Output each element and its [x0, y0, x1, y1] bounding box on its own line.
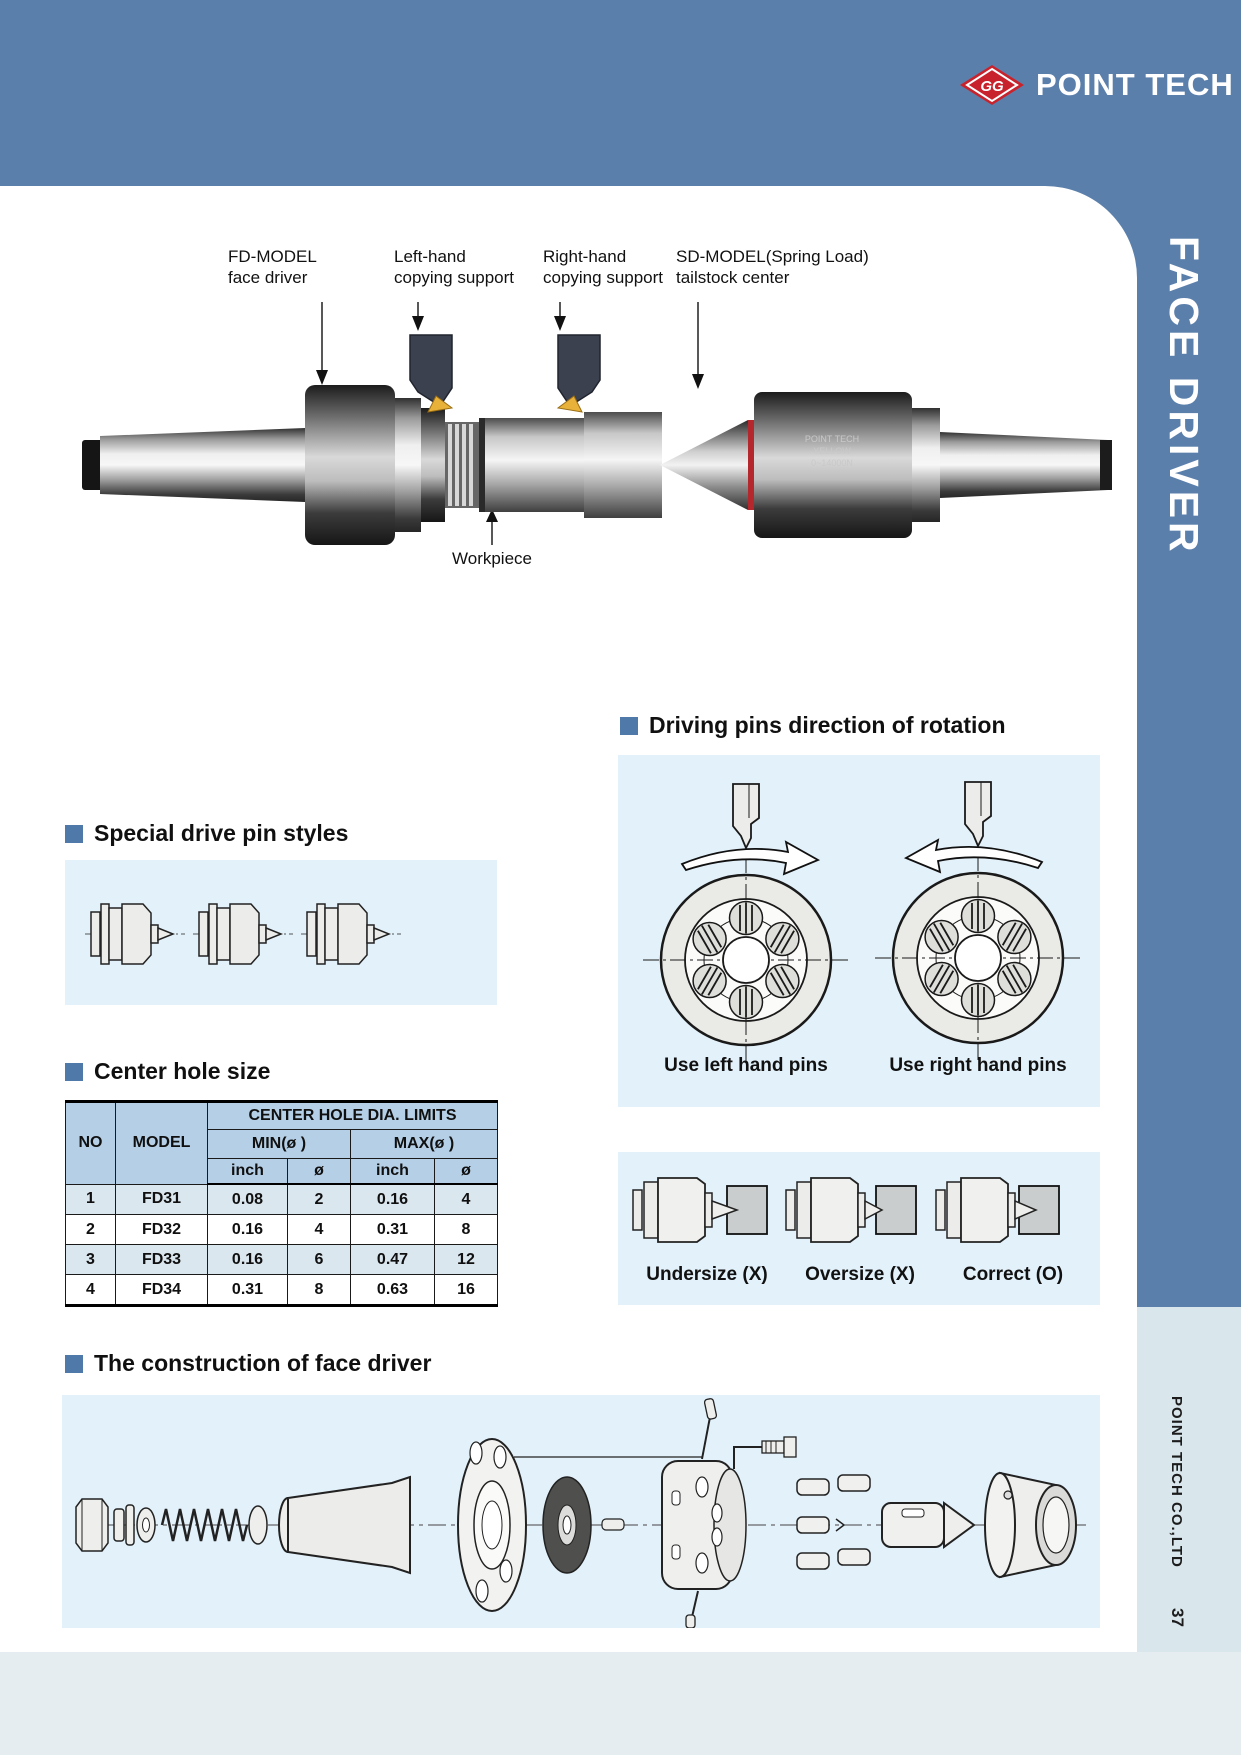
- heading-bullet-icon: [620, 717, 638, 735]
- brand-name: POINT TECH: [1036, 67, 1234, 102]
- figure-label-line: face driver: [228, 268, 308, 287]
- cell-max-inch: 0.63: [351, 1275, 435, 1306]
- col-header-dia: ø: [288, 1159, 351, 1185]
- section-title: Driving pins direction of rotation: [649, 712, 1006, 738]
- table-row: [66, 1184, 498, 1215]
- cell-no: 4: [66, 1275, 116, 1306]
- left-taper-shank: [100, 428, 305, 502]
- gg-diamond-icon: [958, 64, 1026, 106]
- figure-label-line: Right-hand: [543, 247, 627, 266]
- locating-pin-bottom: [692, 1591, 698, 1617]
- taper-shank-body: [288, 1477, 410, 1573]
- figure-label-right-support: [543, 246, 663, 288]
- section-heading-rotation: [620, 712, 1006, 739]
- figure-label-line: Left-hand: [394, 247, 466, 266]
- workpiece-cylinder: [479, 418, 584, 512]
- page-number: 37: [1168, 1608, 1187, 1627]
- figure-label-line: SD-MODEL(Spring Load): [676, 247, 869, 266]
- center-pin: [882, 1503, 974, 1547]
- cell-no: 3: [66, 1245, 116, 1275]
- face-driver-assembly-photo: [60, 300, 1140, 580]
- cell-no: 2: [66, 1215, 116, 1245]
- right-shank-end: [1100, 440, 1112, 490]
- right-taper-shank: [940, 432, 1108, 498]
- flange-disc: [458, 1439, 526, 1611]
- cell-max-inch: 0.31: [351, 1215, 435, 1245]
- rotation-panel: [618, 755, 1100, 1107]
- cell-model: FD33: [116, 1245, 208, 1275]
- correct-drawing: [936, 1178, 1059, 1242]
- section-heading-construction: [65, 1350, 431, 1377]
- rotation-diagram-left: [643, 784, 849, 1063]
- cell-max-dia: 8: [435, 1215, 498, 1245]
- tailstock-step: [912, 408, 940, 522]
- figure-label-line: tailstock center: [676, 268, 790, 287]
- cell-min-dia: 8: [288, 1275, 351, 1306]
- section-title: Special drive pin styles: [94, 820, 349, 846]
- hex-nut: [76, 1499, 108, 1551]
- workpiece-step: [584, 412, 662, 518]
- sizing-drawings: [618, 1152, 1100, 1264]
- sidebar-category-label: FACE DRIVER: [1161, 236, 1207, 556]
- center-hole-size-table: [65, 1100, 498, 1307]
- rotation-caption-right: Use right hand pins: [889, 1055, 1067, 1076]
- table-row: [66, 1275, 498, 1306]
- col-header-group: CENTER HOLE DIA. LIMITS: [208, 1102, 498, 1130]
- face-driver-ring: [395, 398, 421, 532]
- gg-diamond-label: GG: [980, 78, 1004, 95]
- col-header-min: MIN(ø ): [208, 1130, 351, 1159]
- cell-no: 1: [66, 1184, 116, 1215]
- left-copying-support-tool: [410, 335, 452, 406]
- tailstock-mark-range: 0~14000N: [811, 458, 853, 468]
- section-heading-special-pins: [65, 820, 348, 847]
- section-title: Center hole size: [94, 1058, 271, 1084]
- figure-label-workpiece: Workpiece: [452, 549, 532, 568]
- col-header-dia: ø: [435, 1159, 498, 1185]
- cell-model: FD31: [116, 1184, 208, 1215]
- brand-logo: [958, 64, 1234, 106]
- cell-min-inch: 0.31: [208, 1275, 288, 1306]
- face-driver-machine: [82, 335, 1112, 545]
- drive-pin-style-2: [193, 904, 293, 964]
- locating-pin-top: [702, 1417, 710, 1459]
- cell-min-dia: 2: [288, 1184, 351, 1215]
- figure-label-left-support: [394, 246, 514, 288]
- heading-bullet-icon: [65, 1355, 83, 1373]
- undersize-drawing: [633, 1178, 767, 1242]
- right-copying-support-tool: [558, 335, 600, 406]
- red-ring: [748, 420, 754, 510]
- end-cap: [985, 1473, 1076, 1577]
- rotation-diagram-right: [875, 782, 1081, 1061]
- cell-min-inch: 0.16: [208, 1215, 288, 1245]
- heading-bullet-icon: [65, 1063, 83, 1081]
- drive-pins-set: [797, 1475, 870, 1569]
- figure-label-fd-model: [228, 246, 317, 288]
- figure-label-line: FD-MODEL: [228, 247, 317, 266]
- figure-label-line: copying support: [543, 268, 664, 287]
- cell-max-dia: 4: [435, 1184, 498, 1215]
- sizing-label-undersize: Undersize (X): [646, 1264, 768, 1285]
- face-driver-body: [305, 385, 395, 545]
- figure-label-line: copying support: [394, 268, 515, 287]
- cell-max-inch: 0.16: [351, 1184, 435, 1215]
- counterclockwise-arrow-icon: [906, 840, 1042, 872]
- special-pins-panel: [65, 860, 497, 1005]
- figure-label-sd-model: [676, 246, 869, 288]
- table-row: [66, 1215, 498, 1245]
- drive-pin-style-1: [85, 904, 185, 964]
- cell-min-dia: 4: [288, 1215, 351, 1245]
- sizing-panel: [618, 1152, 1100, 1305]
- washer: [126, 1505, 134, 1545]
- col-header-no: NO: [66, 1102, 116, 1185]
- cell-min-inch: 0.16: [208, 1245, 288, 1275]
- cell-max-inch: 0.47: [351, 1245, 435, 1275]
- cell-model: FD32: [116, 1215, 208, 1245]
- cell-min-dia: 6: [288, 1245, 351, 1275]
- dark-ring: [543, 1477, 591, 1573]
- rotation-caption-left: Use left hand pins: [664, 1055, 828, 1076]
- col-header-inch: inch: [208, 1159, 288, 1185]
- sizing-label-correct: Correct (O): [962, 1264, 1064, 1285]
- face-driver-nose: [421, 408, 445, 522]
- driver-head: [662, 1461, 746, 1589]
- col-header-max: MAX(ø ): [351, 1130, 498, 1159]
- cell-max-dia: 12: [435, 1245, 498, 1275]
- cell-model: FD34: [116, 1275, 208, 1306]
- small-pin: [602, 1519, 624, 1530]
- clockwise-arrow-icon: [682, 842, 818, 874]
- oversize-drawing: [786, 1178, 916, 1242]
- footer-company-label: POINT TECH CO.,LTD: [1168, 1396, 1185, 1568]
- section-heading-center-hole: [65, 1058, 270, 1085]
- cell-min-inch: 0.08: [208, 1184, 288, 1215]
- special-pin-drawings: [65, 860, 497, 1005]
- heading-bullet-icon: [65, 825, 83, 843]
- bottom-band: [0, 1652, 1241, 1755]
- exploded-view-drawing: [62, 1395, 1100, 1628]
- drive-pin-style-3: [301, 904, 401, 964]
- sizing-label-oversize: Oversize (X): [805, 1264, 915, 1285]
- tailstock-mark-color: YELLOW: [813, 446, 851, 456]
- construction-panel: [62, 1395, 1100, 1628]
- cell-max-dia: 16: [435, 1275, 498, 1306]
- section-title: The construction of face driver: [94, 1350, 432, 1376]
- tailstock-mark-brand: POINT TECH: [804, 434, 860, 444]
- washer: [114, 1509, 124, 1541]
- set-screw: [734, 1437, 796, 1469]
- col-header-inch: inch: [351, 1159, 435, 1185]
- tailstock-center-point: [660, 420, 748, 510]
- table-row: [66, 1245, 498, 1275]
- col-header-model: MODEL: [116, 1102, 208, 1185]
